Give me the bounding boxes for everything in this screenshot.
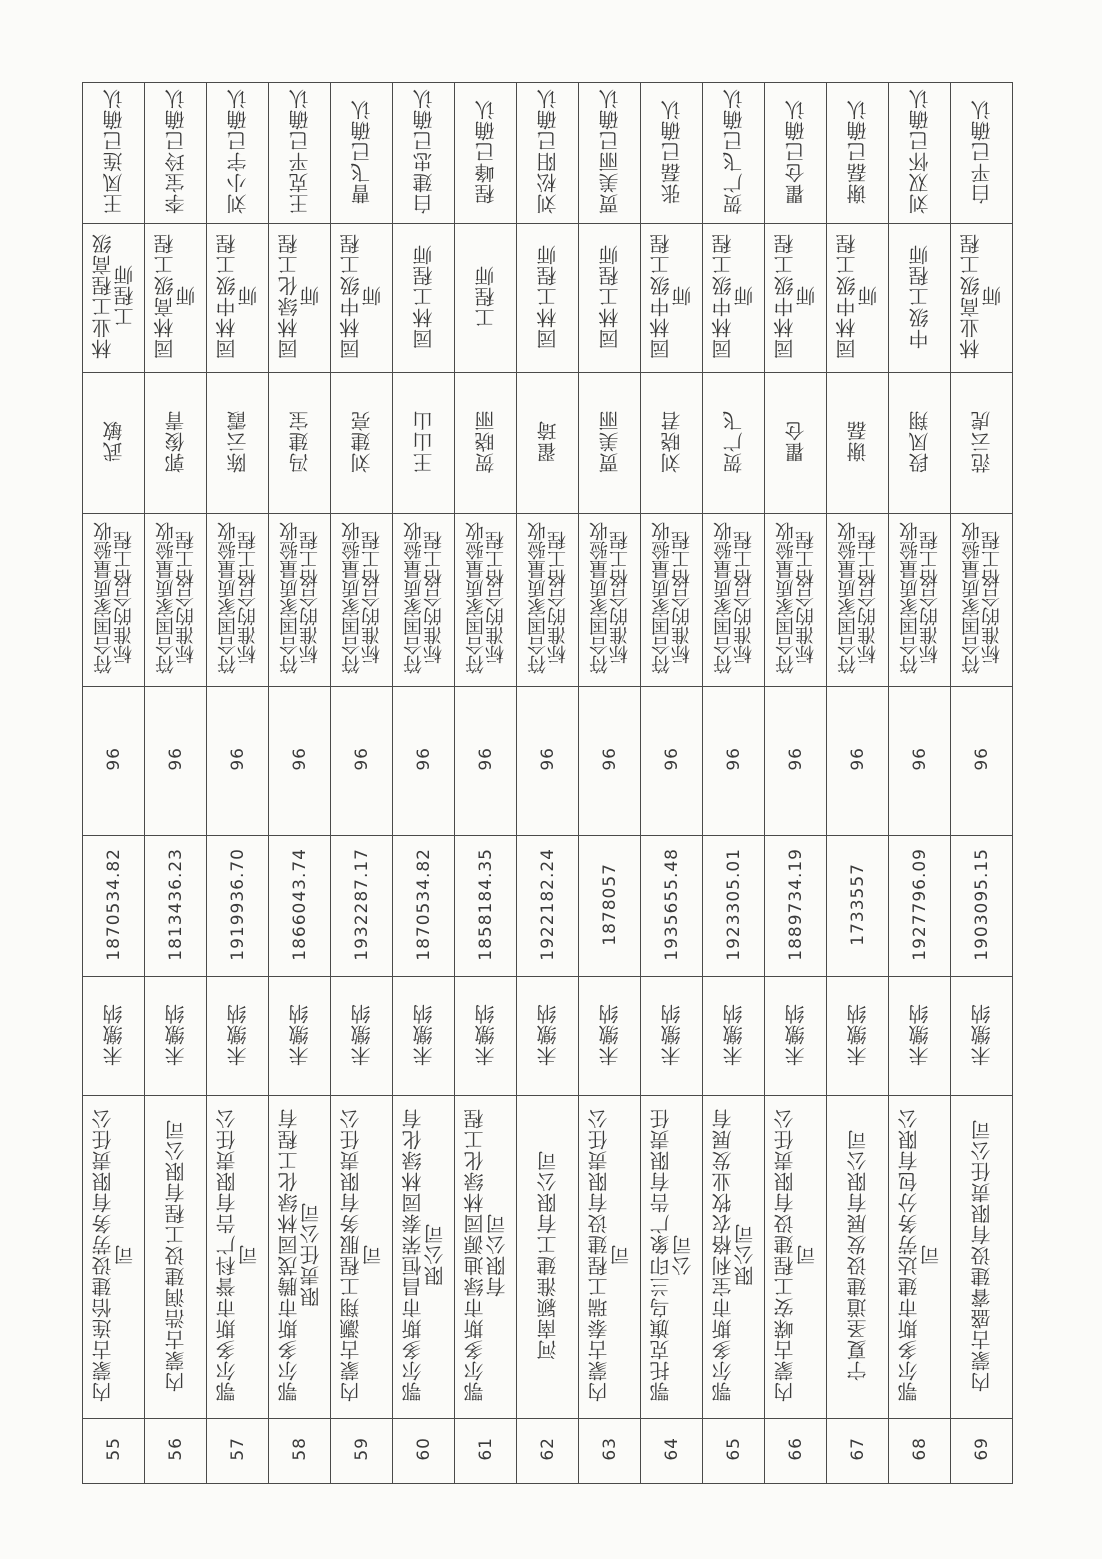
score-cell	[393, 687, 455, 836]
amount-cell	[765, 836, 827, 977]
confirm-cell-text: 白建忠已确认	[411, 88, 436, 214]
pay-status-cell	[703, 977, 765, 1096]
index-cell-text: 64	[661, 1437, 682, 1461]
quality-cell-text: 符合国家质量验收标准的合格工程	[588, 522, 631, 674]
manager-cell-text: 瞿仓	[783, 420, 808, 462]
score-cell-text: 96	[475, 747, 496, 771]
amount-cell-text: 1919936.70	[227, 847, 248, 961]
field-row-amount	[83, 836, 1013, 977]
manager-cell	[455, 373, 517, 514]
manager-cell-text: 谢磊	[845, 420, 870, 462]
title-cell	[765, 224, 827, 373]
manager-cell-text: 冯建宝	[287, 409, 312, 473]
pay-status-cell-text: 未缴纳	[163, 1002, 188, 1066]
quality-cell-text: 符合国家质量验收标准的合格工程	[278, 522, 321, 674]
score-cell	[765, 687, 827, 836]
company-cell-text: 内蒙古盛睿建设有限责任公司	[969, 1118, 994, 1392]
quality-cell	[269, 514, 331, 687]
confirm-cell	[765, 83, 827, 224]
manager-cell-text: 段凤翔	[907, 409, 932, 473]
amount-cell	[207, 836, 269, 977]
manager-cell	[641, 373, 703, 514]
score-cell	[827, 687, 889, 836]
score-cell-text: 96	[227, 747, 248, 771]
amount-cell	[269, 836, 331, 977]
company-cell-text: 河南颍淮建工有限公司	[535, 1150, 560, 1360]
company-cell-text: 内蒙古浩润建设工程有限公司	[163, 1118, 188, 1392]
company-cell	[145, 1096, 207, 1419]
title-cell	[207, 224, 269, 373]
field-row-company	[83, 1096, 1013, 1419]
title-cell-text: 园林工程师	[535, 243, 560, 349]
company-cell-text: 内蒙古连怡建设劳务有限责任公司	[90, 1108, 137, 1402]
amount-cell-text: 1878057	[599, 862, 620, 946]
quality-cell	[331, 514, 393, 687]
pay-status-cell-text: 未缴纳	[597, 1002, 622, 1066]
title-cell-text: 园林中级工程师	[834, 233, 881, 359]
pay-status-cell-text: 未缴纳	[721, 1002, 746, 1066]
company-cell-text: 鄂尔多斯市建达劳务分包有限公司	[896, 1108, 943, 1402]
field-row-confirm	[83, 83, 1013, 224]
index-cell-text: 63	[599, 1437, 620, 1461]
amount-cell-text: 1870534.82	[103, 847, 124, 961]
amount-cell-text: 1923305.01	[723, 847, 744, 961]
manager-cell	[207, 373, 269, 514]
manager-cell-text: 刘晓君	[659, 409, 684, 473]
confirm-cell	[331, 83, 393, 224]
company-cell-text: 内蒙古灏翔工程服务有限责任公司	[338, 1108, 385, 1402]
quality-cell-text: 符合国家质量验收标准的合格工程	[154, 522, 197, 674]
confirm-cell-text: 瞿仓已确认	[783, 98, 808, 204]
index-cell-text: 66	[785, 1437, 806, 1461]
pay-status-cell	[579, 977, 641, 1096]
bidder-table	[82, 82, 1013, 1484]
manager-cell-text: 武敏	[101, 420, 126, 462]
index-cell	[765, 1419, 827, 1484]
index-cell	[517, 1419, 579, 1484]
pay-status-cell	[145, 977, 207, 1096]
score-cell-text: 96	[289, 747, 310, 771]
title-cell	[455, 224, 517, 373]
confirm-cell	[83, 83, 145, 224]
quality-cell-text: 符合国家质量验收标准的合格工程	[960, 522, 1003, 674]
index-cell-text: 59	[351, 1437, 372, 1461]
company-cell	[269, 1096, 331, 1419]
confirm-cell-text: 王凤连已确认	[101, 88, 126, 214]
score-cell-text: 96	[847, 747, 868, 771]
score-cell-text: 96	[351, 747, 372, 771]
title-cell-text: 园林中级工程师	[772, 233, 819, 359]
pay-status-cell	[951, 977, 1013, 1096]
quality-cell-text: 符合国家质量验收标准的合格工程	[836, 522, 879, 674]
confirm-cell-text: 王克平已确认	[287, 88, 312, 214]
pay-status-cell	[269, 977, 331, 1096]
index-cell-text: 57	[227, 1437, 248, 1461]
pay-status-cell-text: 未缴纳	[287, 1002, 312, 1066]
manager-cell-text: 范云虎	[969, 409, 994, 473]
score-cell	[331, 687, 393, 836]
title-cell-text: 园林中级工程师	[710, 233, 757, 359]
pay-status-cell-text: 未缴纳	[907, 1002, 932, 1066]
company-cell	[455, 1096, 517, 1419]
pay-status-cell	[517, 977, 579, 1096]
manager-cell	[331, 373, 393, 514]
amount-cell-text: 1813436.23	[165, 847, 186, 961]
company-cell	[83, 1096, 145, 1419]
pay-status-cell-text: 未缴纳	[845, 1002, 870, 1066]
title-cell-text: 园林工程师	[597, 243, 622, 349]
amount-cell-text: 1889734.19	[785, 847, 806, 961]
title-cell-text: 林业工程高级工程师	[90, 233, 137, 359]
title-cell-text: 园林高级工程师	[152, 233, 199, 359]
field-row-manager	[83, 373, 1013, 514]
quality-cell	[579, 514, 641, 687]
confirm-cell-text: 刘松阳已确认	[535, 88, 560, 214]
manager-cell	[765, 373, 827, 514]
score-cell-text: 96	[103, 747, 124, 771]
quality-cell-text: 符合国家质量验收标准的合格工程	[216, 522, 259, 674]
manager-cell	[145, 373, 207, 514]
pay-status-cell-text: 未缴纳	[101, 1002, 126, 1066]
index-cell	[827, 1419, 889, 1484]
amount-cell-text: 1858184.35	[475, 847, 496, 961]
pay-status-cell	[765, 977, 827, 1096]
company-cell-text: 鄂尔多斯市昌恒荣泰园林绿化有限公司	[400, 1108, 447, 1402]
company-cell	[331, 1096, 393, 1419]
pay-status-cell-text: 未缴纳	[411, 1002, 436, 1066]
quality-cell-text: 符合国家质量验收标准的合格工程	[92, 522, 135, 674]
pay-status-cell	[455, 977, 517, 1096]
amount-cell-text: 1903095.15	[971, 847, 992, 961]
amount-cell	[517, 836, 579, 977]
confirm-cell-text: 贾美丽已确认	[597, 88, 622, 214]
company-cell	[889, 1096, 951, 1419]
index-cell	[83, 1419, 145, 1484]
amount-cell-text: 1922182.24	[537, 847, 558, 961]
index-cell	[331, 1419, 393, 1484]
confirm-cell-text: 刘双怀已确认	[907, 88, 932, 214]
index-cell-text: 60	[413, 1437, 434, 1461]
index-cell	[269, 1419, 331, 1484]
confirm-cell	[207, 83, 269, 224]
title-cell-text: 园林绿化工程师	[276, 233, 323, 359]
manager-cell	[951, 373, 1013, 514]
pay-status-cell-text: 未缴纳	[473, 1002, 498, 1066]
score-cell	[207, 687, 269, 836]
field-row-score	[83, 687, 1013, 836]
quality-cell	[517, 514, 579, 687]
title-cell	[827, 224, 889, 373]
quality-cell	[703, 514, 765, 687]
pay-status-cell-text: 未缴纳	[659, 1002, 684, 1066]
index-cell	[951, 1419, 1013, 1484]
score-cell	[83, 687, 145, 836]
index-cell-text: 58	[289, 1437, 310, 1461]
pay-status-cell	[889, 977, 951, 1096]
score-cell-text: 96	[909, 747, 930, 771]
quality-cell	[145, 514, 207, 687]
confirm-cell	[269, 83, 331, 224]
index-cell	[579, 1419, 641, 1484]
company-cell	[827, 1096, 889, 1419]
manager-cell	[579, 373, 641, 514]
title-cell-text: 园林工程师	[411, 243, 436, 349]
manager-cell	[83, 373, 145, 514]
amount-cell	[889, 836, 951, 977]
pay-status-cell-text: 未缴纳	[225, 1002, 250, 1066]
company-cell-text: 内蒙古泰瑞工程建设有限责任公司	[586, 1108, 633, 1402]
manager-cell	[393, 373, 455, 514]
quality-cell	[455, 514, 517, 687]
quality-cell-text: 符合国家质量验收标准的合格工程	[526, 522, 569, 674]
title-cell-text: 园林中级工程师	[648, 233, 695, 359]
score-cell	[517, 687, 579, 836]
score-cell	[145, 687, 207, 836]
confirm-cell	[703, 83, 765, 224]
pay-status-cell-text: 未缴纳	[969, 1002, 994, 1066]
confirm-cell	[827, 83, 889, 224]
index-cell-text: 62	[537, 1437, 558, 1461]
score-cell	[579, 687, 641, 836]
index-cell-text: 65	[723, 1437, 744, 1461]
index-cell-text: 55	[103, 1437, 124, 1461]
pay-status-cell	[827, 977, 889, 1096]
company-cell-text: 鄂尔多斯市腾茂园林绿化工程有限责任公司	[276, 1108, 323, 1402]
score-cell	[951, 687, 1013, 836]
title-cell-text: 林业高级工程师	[958, 233, 1005, 359]
score-cell	[455, 687, 517, 836]
confirm-cell	[641, 83, 703, 224]
company-cell-text: 鄂托克旗乌兰印象广告有限责任公司	[648, 1108, 695, 1402]
index-cell	[207, 1419, 269, 1484]
manager-cell-text: 贺广飞	[721, 409, 746, 473]
title-cell	[145, 224, 207, 373]
amount-cell	[951, 836, 1013, 977]
index-cell-text: 61	[475, 1437, 496, 1461]
index-cell-text: 68	[909, 1437, 930, 1461]
company-cell	[207, 1096, 269, 1419]
confirm-cell	[889, 83, 951, 224]
manager-cell	[517, 373, 579, 514]
manager-cell-text: 翟琦	[535, 420, 560, 462]
pay-status-cell	[393, 977, 455, 1096]
score-cell-text: 96	[165, 747, 186, 771]
confirm-cell-text: 贺广飞已确认	[721, 88, 746, 214]
confirm-cell-text: 程峰已确认	[473, 98, 498, 204]
manager-cell-text: 贺晓丽	[473, 409, 498, 473]
company-cell	[393, 1096, 455, 1419]
manager-cell	[269, 373, 331, 514]
quality-cell	[827, 514, 889, 687]
pay-status-cell	[207, 977, 269, 1096]
quality-cell-text: 符合国家质量验收标准的合格工程	[464, 522, 507, 674]
confirm-cell-text: 刘小宇已确认	[225, 88, 250, 214]
score-cell	[269, 687, 331, 836]
manager-cell-text: 陈云霞	[225, 409, 250, 473]
title-cell	[889, 224, 951, 373]
confirm-cell-text: 张磊已确认	[659, 98, 684, 204]
company-cell-text: 鄂尔多斯市宝利格农牧业发展有限公司	[710, 1108, 757, 1402]
title-cell	[83, 224, 145, 373]
amount-cell-text: 1932287.17	[351, 847, 372, 961]
confirm-cell-text: 谢磊已确认	[845, 98, 870, 204]
score-cell	[641, 687, 703, 836]
pay-status-cell	[331, 977, 393, 1096]
confirm-cell-text: 白平已确认	[969, 98, 994, 204]
score-cell-text: 96	[413, 747, 434, 771]
quality-cell-text: 符合国家质量验收标准的合格工程	[898, 522, 941, 674]
field-row-title	[83, 224, 1013, 373]
score-cell-text: 96	[785, 747, 806, 771]
company-cell	[703, 1096, 765, 1419]
amount-cell-text: 1927796.09	[909, 847, 930, 961]
amount-cell	[83, 836, 145, 977]
quality-cell-text: 符合国家质量验收标准的合格工程	[402, 522, 445, 674]
amount-cell	[703, 836, 765, 977]
company-cell	[517, 1096, 579, 1419]
manager-cell-text: 王山山	[411, 409, 436, 473]
company-cell	[579, 1096, 641, 1419]
index-cell	[641, 1419, 703, 1484]
title-cell	[331, 224, 393, 373]
score-cell	[889, 687, 951, 836]
index-cell	[703, 1419, 765, 1484]
company-cell-text: 鄂尔多斯市绿迪源园林绿化工程有限公司	[462, 1108, 509, 1402]
quality-cell	[951, 514, 1013, 687]
index-cell-text: 69	[971, 1437, 992, 1461]
amount-cell-text: 1870534.82	[413, 847, 434, 961]
title-cell	[951, 224, 1013, 373]
company-cell-text: 宁夏圣道建设发展有限公司	[845, 1129, 870, 1381]
title-cell	[517, 224, 579, 373]
manager-cell	[827, 373, 889, 514]
company-cell	[765, 1096, 827, 1419]
company-cell	[641, 1096, 703, 1419]
manager-cell-text: 贾美丽	[597, 409, 622, 473]
score-cell-text: 96	[537, 747, 558, 771]
title-cell-text: 工程师	[473, 264, 498, 328]
quality-cell-text: 符合国家质量验收标准的合格工程	[712, 522, 755, 674]
title-cell-text: 园林中级工程师	[338, 233, 385, 359]
index-cell-text: 67	[847, 1437, 868, 1461]
confirm-cell-text: 李宝玲已确认	[163, 88, 188, 214]
index-cell	[393, 1419, 455, 1484]
pay-status-cell-text: 未缴纳	[535, 1002, 560, 1066]
amount-cell	[331, 836, 393, 977]
quality-cell	[889, 514, 951, 687]
score-cell-text: 96	[599, 747, 620, 771]
pay-status-cell	[641, 977, 703, 1096]
score-cell	[703, 687, 765, 836]
company-cell	[951, 1096, 1013, 1419]
amount-cell	[827, 836, 889, 977]
amount-cell	[455, 836, 517, 977]
index-cell	[455, 1419, 517, 1484]
quality-cell-text: 符合国家质量验收标准的合格工程	[650, 522, 693, 674]
amount-cell	[641, 836, 703, 977]
quality-cell	[765, 514, 827, 687]
confirm-cell	[951, 83, 1013, 224]
pay-status-cell	[83, 977, 145, 1096]
title-cell-text: 中级工程师	[907, 243, 932, 349]
quality-cell	[83, 514, 145, 687]
amount-cell	[145, 836, 207, 977]
amount-cell-text: 1866043.74	[289, 847, 310, 961]
quality-cell	[207, 514, 269, 687]
pay-status-cell-text: 未缴纳	[349, 1002, 374, 1066]
amount-cell-text: 1935655.48	[661, 847, 682, 961]
field-row-quality	[83, 514, 1013, 687]
index-cell-text: 56	[165, 1437, 186, 1461]
index-cell	[889, 1419, 951, 1484]
score-cell-text: 96	[661, 747, 682, 771]
quality-cell-text: 符合国家质量验收标准的合格工程	[340, 522, 383, 674]
amount-cell	[393, 836, 455, 977]
amount-cell-text: 1733557	[847, 862, 868, 946]
score-cell-text: 96	[723, 747, 744, 771]
index-cell	[145, 1419, 207, 1484]
confirm-cell	[455, 83, 517, 224]
amount-cell	[579, 836, 641, 977]
title-cell	[703, 224, 765, 373]
title-cell	[579, 224, 641, 373]
pay-status-cell-text: 未缴纳	[783, 1002, 808, 1066]
quality-cell-text: 符合国家质量验收标准的合格工程	[774, 522, 817, 674]
field-row-pay_status	[83, 977, 1013, 1096]
company-cell-text: 内蒙古嵘安工程建设有限责任公司	[772, 1108, 819, 1402]
confirm-cell-text: 曹飞已确认	[349, 98, 374, 204]
confirm-cell	[517, 83, 579, 224]
manager-cell	[889, 373, 951, 514]
title-cell	[641, 224, 703, 373]
manager-cell	[703, 373, 765, 514]
field-row-index	[83, 1419, 1013, 1484]
title-cell-text: 园林中级工程师	[214, 233, 261, 359]
confirm-cell	[145, 83, 207, 224]
score-cell-text: 96	[971, 747, 992, 771]
title-cell	[393, 224, 455, 373]
manager-cell-text: 郭俊青	[163, 409, 188, 473]
quality-cell	[641, 514, 703, 687]
manager-cell-text: 刘建亮	[349, 409, 374, 473]
company-cell-text: 鄂尔多斯市誉科广告有限责任公司	[214, 1108, 261, 1402]
confirm-cell	[579, 83, 641, 224]
quality-cell	[393, 514, 455, 687]
title-cell	[269, 224, 331, 373]
confirm-cell	[393, 83, 455, 224]
